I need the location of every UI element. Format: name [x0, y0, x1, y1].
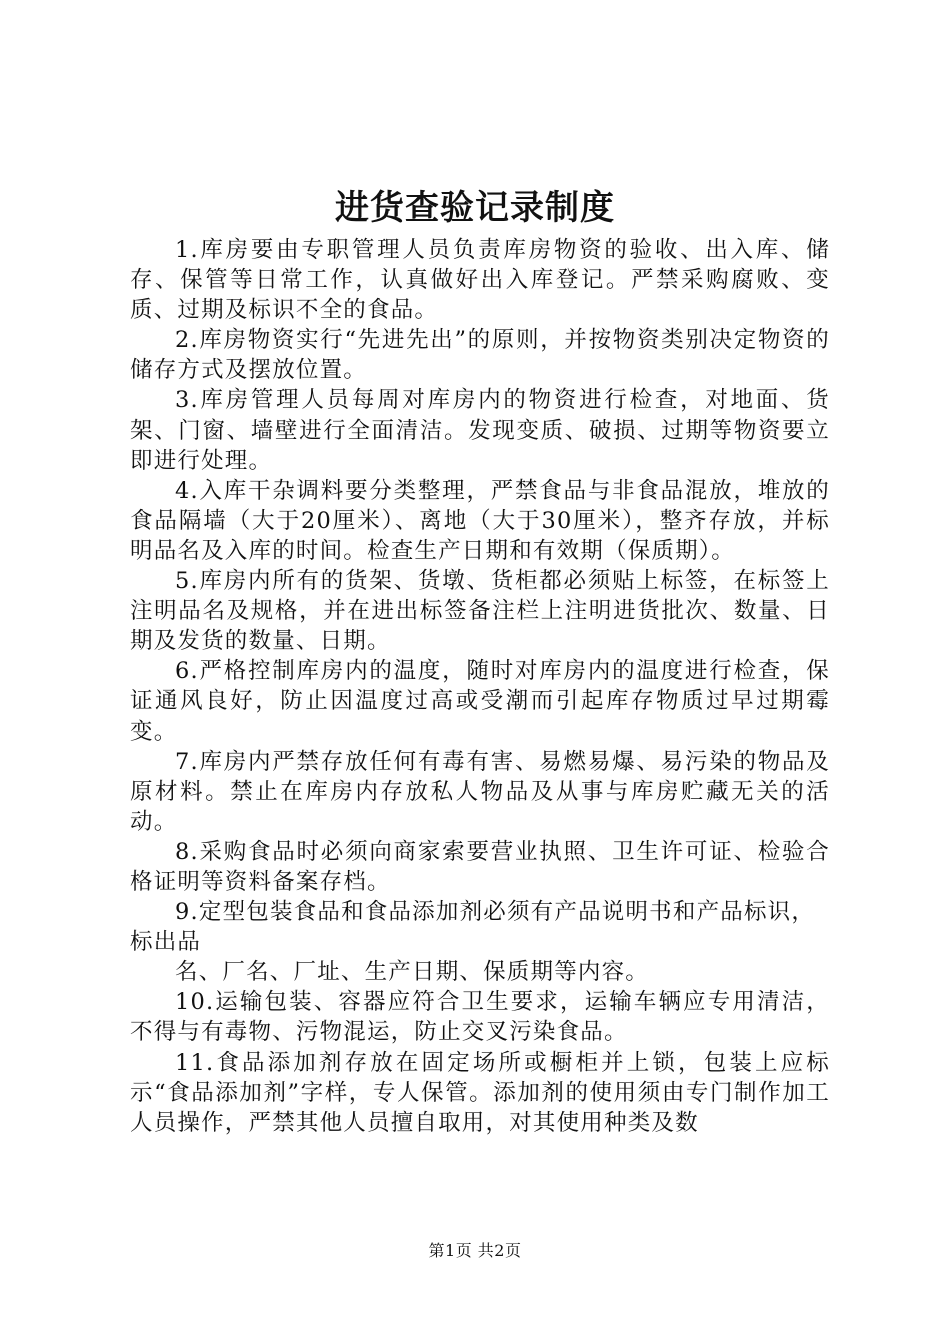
- paragraph-5: 5.库房内所有的货架、货墩、货柜都必须贴上标签，在标签上注明品名及规格，并在进出标签备注栏上注明进货批次、数量、日期及发货的数量、日期。: [130, 568, 830, 655]
- paragraph-9: 9.定型包装食品和食品添加剂必须有产品说明书和产品标识，标出品: [130, 899, 816, 956]
- paragraph-1: 1.库房要由专职管理人员负责库房物资的验收、出入库、储存、保管等日常工作，认真做好出入库登记。严禁采购腐败、变质、过期及标识不全的食品。: [130, 237, 830, 324]
- page-number: 第1页 共2页: [428, 1241, 522, 1260]
- paragraph-4: 4.入库干杂调料要分类整理，严禁食品与非食品混放，堆放的食品隔墙（大于20厘米）、离地（大于30厘米），整齐存放，并标明品名及入库的时间。检查生产日期和有效期（保质期）。: [130, 477, 830, 564]
- paragraph-10: 10.运输包装、容器应符合卫生要求，运输车辆应专用清洁，不得与有毒物、污物混运，防止交叉污染食品。: [130, 989, 830, 1046]
- paragraph-3: 3.库房管理人员每周对库房内的物资进行检查，对地面、货架、门窗、墙壁进行全面清洁。发现变质、破损、过期等物资要立即进行处理。: [130, 387, 830, 474]
- paragraph-9-continued: 名、厂名、厂址、生产日期、保质期等内容。: [175, 959, 650, 986]
- paragraph-6: 6.严格控制库房内的温度，随时对库房内的温度进行检查，保证通风良好，防止因温度过高或受潮而引起库存物质过早过期霉变。: [130, 658, 830, 745]
- paragraph-8: 8.采购食品时必须向商家索要营业执照、卫生许可证、检验合格证明等资料备案存档。: [130, 838, 830, 895]
- document-title: 进货查验记录制度: [335, 188, 615, 228]
- paragraph-7: 7.库房内严禁存放任何有毒有害、易燃易爆、易污染的物品及原材料。禁止在库房内存放私人物品及从事与库房贮藏无关的活动。: [130, 748, 830, 835]
- document-body: [130, 235, 830, 1138]
- paragraph-11: 11.食品添加剂存放在固定场所或橱柜并上锁，包装上应标示“食品添加剂”字样，专人保管。添加剂的使用须由专门制作加工人员操作，严禁其他人员擅自取用，对其使用种类及数: [130, 1049, 830, 1136]
- paragraph-2: 2.库房物资实行“先进先出”的原则，并按物资类别决定物资的储存方式及摆放位置。: [130, 327, 830, 384]
